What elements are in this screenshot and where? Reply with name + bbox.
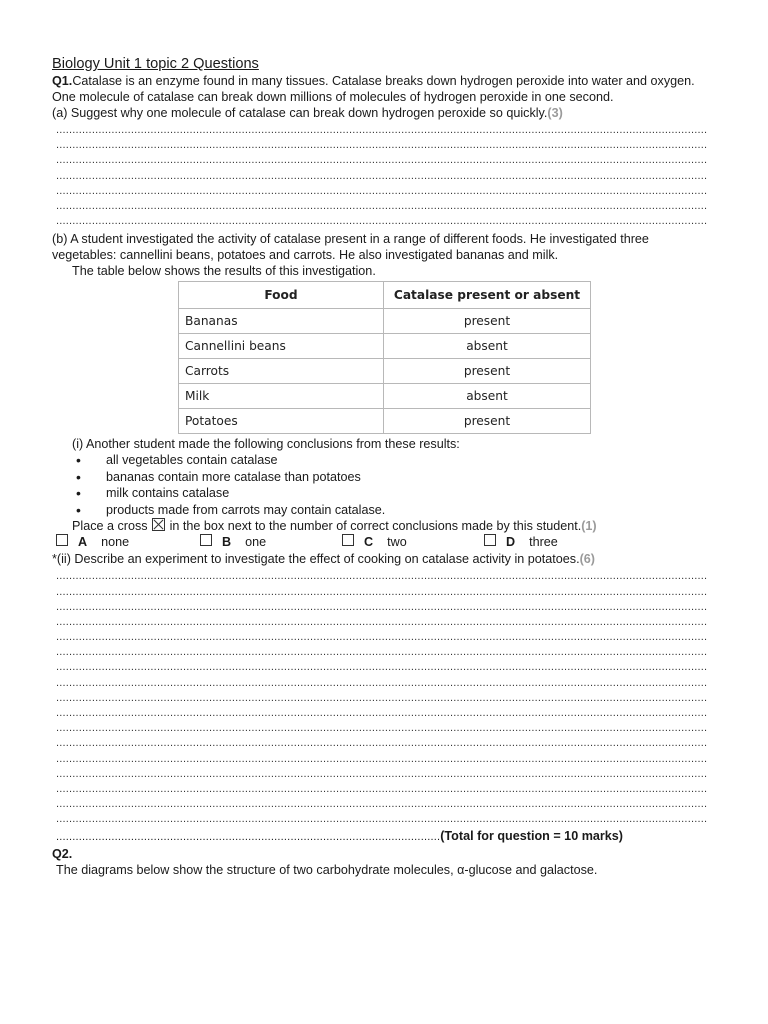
- instruction-marks: (1): [581, 519, 597, 534]
- q1-part-b-i: (i) Another student made the following conclusions from these results:: [72, 437, 460, 452]
- answer-line[interactable]: ........................................................................................................................................................................................................: [56, 691, 708, 704]
- list-item: • milk contains catalase: [106, 485, 712, 502]
- list-item: • products made from carrots may contain catalase.: [106, 502, 712, 519]
- q1-intro-text: Catalase is an enzyme found in many tissues. Catalase breaks down hydrogen peroxide into water and oxygen.: [72, 74, 695, 88]
- q2-label: Q2.: [52, 846, 73, 861]
- answer-line[interactable]: ........................................................................................................................................................................................................: [56, 184, 708, 197]
- answer-line[interactable]: ......................................................................................................................: [56, 830, 441, 843]
- option-text: three: [529, 535, 558, 550]
- table-row: [179, 334, 591, 359]
- answer-line[interactable]: ........................................................................................................................................................................................................: [56, 661, 708, 674]
- option-text: two: [387, 535, 407, 550]
- page-title: Biology Unit 1 topic 2 Questions: [52, 56, 259, 72]
- table-header-catalase: Catalase present or absent: [384, 282, 591, 309]
- table-cell-food: Carrots: [179, 359, 384, 384]
- answer-line[interactable]: ........................................................................................................................................................................................................: [56, 798, 708, 811]
- table-header-food: Food: [179, 282, 384, 309]
- option-text: none: [101, 535, 130, 550]
- table-row: [179, 359, 591, 384]
- q1-part-b: (b) A student investigated the activity of catalase present in a range of different foods. He investigated three vegetables: cannellini beans, potatoes and carrots. He also investigated bananas and milk.: [52, 232, 649, 263]
- table-header-row: [179, 282, 591, 309]
- q1-part-a-marks: (3): [547, 106, 563, 120]
- option-letter: C: [364, 535, 374, 550]
- table-cell-food: Milk: [179, 384, 384, 409]
- q1-part-a-text: (a) Suggest why one molecule of catalase can break down hydrogen peroxide so quickly.: [52, 106, 548, 120]
- answer-line[interactable]: ........................................................................................................................................................................................................: [56, 752, 708, 765]
- answer-line[interactable]: ........................................................................................................................................................................................................: [56, 199, 708, 212]
- answer-lines-a[interactable]: [52, 123, 712, 229]
- answer-line[interactable]: ........................................................................................................................................................................................................: [56, 124, 708, 136]
- q1-part-a: [52, 105, 712, 121]
- instruction-after: in the box next to the number of correct conclusions made by this student.: [169, 519, 582, 534]
- answer-line[interactable]: ........................................................................................................................................................................................................: [56, 570, 708, 583]
- answer-options: [54, 534, 712, 551]
- q1-part-b-table-intro: The table below shows the results of this investigation.: [72, 264, 376, 279]
- option-c[interactable]: [342, 534, 407, 550]
- answer-line[interactable]: ........................................................................................................................................................................................................: [56, 646, 708, 659]
- table-cell-food: Potatoes: [179, 409, 384, 434]
- answer-line[interactable]: ........................................................................................................................................................................................................: [56, 169, 708, 182]
- option-letter: A: [78, 535, 88, 550]
- answer-lines-b-ii[interactable]: [52, 569, 712, 827]
- option-d[interactable]: [484, 534, 558, 550]
- q1-label: Q1.: [52, 74, 73, 88]
- table-row: [179, 309, 591, 334]
- worksheet-page: [52, 56, 712, 878]
- option-b[interactable]: [200, 534, 266, 550]
- q1-part-b-ii: [52, 551, 712, 567]
- answer-line[interactable]: ........................................................................................................................................................................................................: [56, 154, 708, 167]
- q1-intro-2: One molecule of catalase can break down millions of molecules of hydrogen peroxide in one second.: [52, 90, 614, 104]
- q1-part-b-ii-text: *(ii) Describe an experiment to investigate the effect of cooking on catalase activity in potatoes.: [52, 552, 580, 567]
- answer-line[interactable]: ........................................................................................................................................................................................................: [56, 600, 708, 613]
- table-row: [179, 409, 591, 434]
- answer-line[interactable]: ........................................................................................................................................................................................................: [56, 215, 708, 228]
- answer-line[interactable]: ........................................................................................................................................................................................................: [56, 631, 708, 644]
- option-letter: D: [506, 535, 516, 550]
- list-item: • all vegetables contain catalase: [106, 452, 712, 469]
- total-marks-row: [56, 828, 716, 845]
- answer-line[interactable]: ........................................................................................................................................................................................................: [56, 676, 708, 689]
- answer-line[interactable]: ........................................................................................................................................................................................................: [56, 707, 708, 719]
- answer-line[interactable]: ........................................................................................................................................................................................................: [56, 767, 708, 780]
- option-text: one: [245, 535, 267, 550]
- cross-instruction: [52, 518, 712, 534]
- crossed-box-icon: [152, 518, 165, 531]
- q1-intro: [52, 73, 712, 89]
- table-cell-result: absent: [384, 334, 591, 359]
- total-marks: (Total for question = 10 marks): [440, 828, 623, 843]
- answer-line[interactable]: ........................................................................................................................................................................................................: [56, 722, 708, 735]
- table-cell-result: present: [384, 409, 591, 434]
- checkbox-icon[interactable]: [56, 534, 68, 546]
- q2-text: The diagrams below show the structure of two carbohydrate molecules, α-glucose and galactose.: [56, 862, 598, 877]
- table-row: [179, 384, 591, 409]
- option-letter: B: [222, 535, 232, 550]
- checkbox-icon[interactable]: [484, 534, 496, 546]
- table-cell-food: Bananas: [179, 309, 384, 334]
- answer-line[interactable]: ........................................................................................................................................................................................................: [56, 782, 708, 795]
- answer-line[interactable]: ........................................................................................................................................................................................................: [56, 139, 708, 152]
- option-a[interactable]: [56, 534, 129, 550]
- table-cell-food: Cannellini beans: [179, 334, 384, 359]
- table-cell-result: absent: [384, 384, 591, 409]
- answer-line[interactable]: ........................................................................................................................................................................................................: [56, 585, 708, 598]
- checkbox-icon[interactable]: [342, 534, 354, 546]
- table-cell-result: present: [384, 359, 591, 384]
- instruction-before: Place a cross: [72, 519, 148, 534]
- checkbox-icon[interactable]: [200, 534, 212, 546]
- answer-line[interactable]: ........................................................................................................................................................................................................: [56, 813, 708, 826]
- conclusions-list: [52, 452, 712, 518]
- list-item: • bananas contain more catalase than potatoes: [106, 469, 712, 486]
- answer-line[interactable]: ........................................................................................................................................................................................................: [56, 615, 708, 628]
- table-cell-result: present: [384, 309, 591, 334]
- answer-line[interactable]: ........................................................................................................................................................................................................: [56, 737, 708, 750]
- catalase-results-table: [178, 281, 591, 434]
- q1-part-b-ii-marks: (6): [579, 552, 595, 567]
